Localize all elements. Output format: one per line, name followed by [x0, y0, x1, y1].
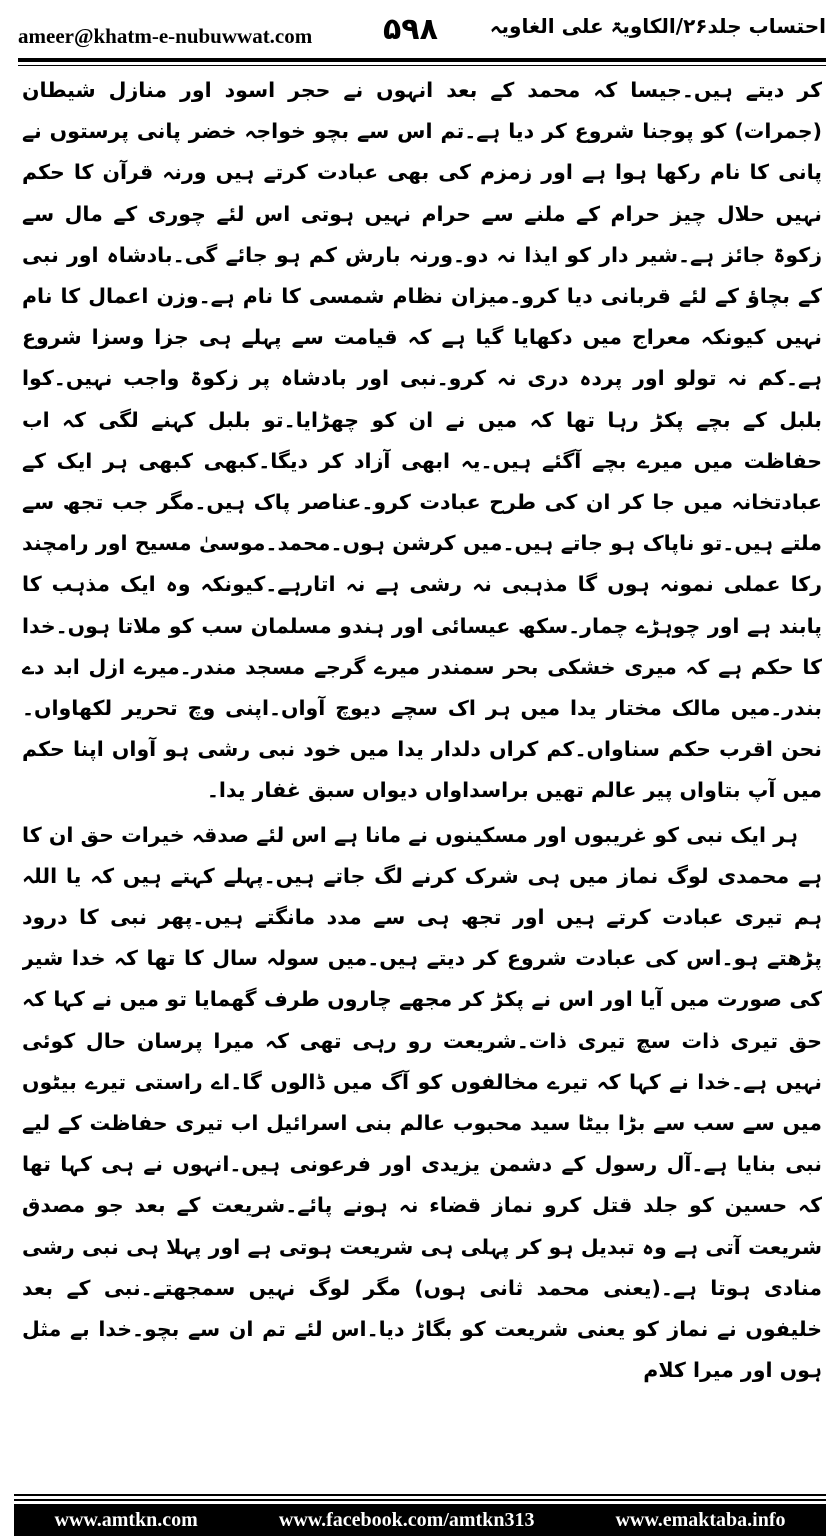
header-email: ameer@khatm-e-nubuwwat.com [18, 24, 313, 48]
footer-divider [14, 1494, 826, 1501]
footer-link-facebook[interactable]: www.facebook.com/amtkn313 [278, 1509, 535, 1531]
body-paragraph-1: کر دیتے ہیں۔جیسا کہ محمد کے بعد انہوں نے حجر اسود اور منازل شیطان (جمرات) کو پوجنا شروع کر دیا ہے۔تم اس سے بچو خواجہ خضر پانی پرستوں نے پانی کا نام رکھا ہوا ہے اور زمزم کی بھی عبادت کرتے ہیں ورنہ قرآن کا حکم نہیں حلال چیز حرام کے ملنے سے حرام نہیں ہوتی اس لئے چوری کے مال سے زکوۃ جائز ہے۔شیر دار کو ایذا نہ دو۔ورنہ بارش کم ہو جائے گی۔بادشاہ اور نبی کے بچاؤ کے لئے قربانی دیا کرو۔میزان نظام شمسی کا نام ہے۔وزن اعمال کا نام نہیں کیونکہ معراج میں دکھایا گیا ہے کہ قیامت سے پہلے ہی جزا وسزا شروع ہے۔کم نہ تولو اور پردہ دری نہ کرو۔نبی اور بادشاہ پر زکوۃ واجب نہیں۔کوا بلبل کے بچے پکڑ رہا تھا کہ میں نے ان کو چھڑایا۔تو بلبل کہنے لگی کہ اب حفاظت میں میرے بچے آگئے ہیں۔یہ ابھی آزاد کر دیگا۔کبھی کبھی ہر ایک کے عبادتخانہ میں جا کر ان کی طرح عبادت کرو۔عناصر پاک ہیں۔مگر جب تجھ سے ملتے ہیں۔تو ناپاک ہو جاتے ہیں۔میں کرشن ہوں۔محمد۔موسیٰ مسیح اور رامچند رکا عملی نمونہ ہوں گا مذہبی نہ رشی ہے نہ اتارہے۔کیونکہ وہ ایک مذہب کا پابند ہے اور چوہڑے چمار۔سکھ عیسائی اور ہندو مسلمان سب کو ملاتا ہوں۔خدا کا حکم ہے کہ میری خشکی بحر سمندر میرے گرجے مسجد مندر۔میرے ازل ابد دے بندر۔میں مالک مختار یدا میں ہر اک سچے دیوچ آواں۔اپنی وچ تحریر لکھاواں۔نحن اقرب حکم سناواں۔کم کراں دلدار یدا میں خود نبی رشی ہو آواں اپنا حکم میں آپ بتاواں پیر عالم تھیں براسداواں دیواں سبق غفار یدا۔ [22, 78, 822, 803]
page-footer [14, 1504, 826, 1536]
book-title: احتساب جلد۲۶/الکاویۃ علی الغاویہ [489, 14, 826, 38]
page-number: ۵۹۸ [383, 12, 438, 47]
footer-link-amtkn[interactable]: www.amtkn.com [54, 1509, 198, 1531]
page-header [18, 10, 826, 56]
footer-link-emaktaba[interactable]: www.emaktaba.info [615, 1509, 786, 1531]
body-paragraph-2: ہر ایک نبی کو غریبوں اور مسکینوں نے مانا ہے اس لئے صدقہ خیرات حق ان کا ہے محمدی لوگ نماز میں ہی شرک کرنے لگ جاتے ہیں۔پہلے کہتے ہیں کہ یا اللہ ہم تیری عبادت کرتے ہیں اور تجھ ہی سے مدد مانگتے ہیں۔پھر نبی کا درود پڑھتے ہو۔اس کی عبادت شروع کر دیتے ہیں۔میں سولہ سال کا تھا کہ خدا شیر کی صورت میں آیا اور اس نے پکڑ کر مجھے چاروں طرف گھمایا تو میں نے کہا کہ حق تیری ذات سچ تیری ذات۔شریعت رو رہی تھی کہ میرا پرسان حال کوئی نہیں ہے۔خدا نے کہا کہ تیرے مخالفوں کو آگ میں ڈالوں گا۔اے راستی تیرے بیٹوں میں سے سب سے بڑا بیٹا سید محبوب عالم بنی اسرائیل اب تیری حفاظت کے لیے نبی بنایا ہے۔آل رسول کے دشمن یزیدی اور فرعونی ہیں۔انہوں نے ہی کہا تھا کہ حسین کو جلد قتل کرو نماز قضاء نہ ہونے پائے۔شریعت کے بعد جو مصدق شریعت آتی ہے وہ تبدیل ہو کر پہلی ہی شریعت ہوتی ہے اور پہلا ہی نبی رشی منادی ہوتا ہے۔(یعنی محمد ثانی ہوں) مگر لوگ نہیں سمجھتے۔نبی کے بعد خلیفوں نے نماز کو یعنی شریعت کو بگاڑ دیا۔اس لئے تم ان سے بچو۔خدا بے مثل ہوں اور میرا کلام [22, 822, 822, 1383]
header-divider [18, 58, 826, 66]
page-body [22, 70, 822, 1455]
